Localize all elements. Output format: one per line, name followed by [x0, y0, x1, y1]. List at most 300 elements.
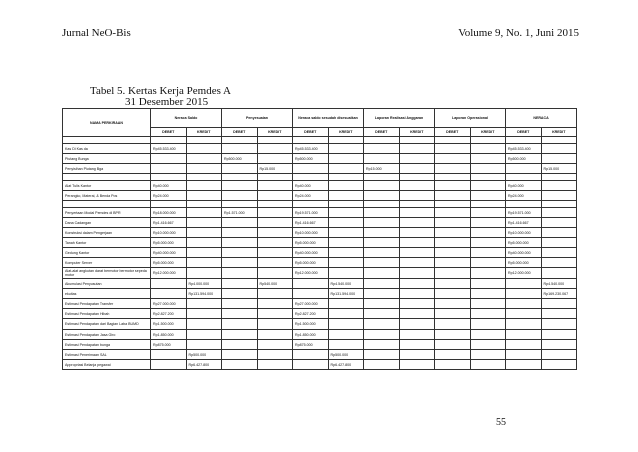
- empty-cell: [470, 201, 506, 208]
- amount-cell: Rp27.000.000: [293, 299, 329, 309]
- amount-cell: [470, 191, 506, 201]
- amount-cell: [328, 181, 364, 191]
- amount-cell: [222, 279, 258, 289]
- amount-cell: [399, 350, 435, 360]
- amount-cell: [328, 299, 364, 309]
- amount-cell: [222, 299, 258, 309]
- amount-cell: [506, 360, 542, 370]
- account-name: Estimasi Pendapatan Transfer: [63, 299, 151, 309]
- table-row: [63, 309, 577, 319]
- amount-cell: [151, 279, 187, 289]
- empty-cell: [186, 174, 222, 181]
- amount-cell: Rp4.540.000: [328, 279, 364, 289]
- amount-cell: [435, 360, 471, 370]
- empty-cell: [470, 174, 506, 181]
- amount-cell: [222, 144, 258, 154]
- table-row: [63, 154, 577, 164]
- amount-cell: [257, 154, 293, 164]
- amount-cell: [186, 319, 222, 330]
- amount-cell: [541, 340, 577, 350]
- empty-cell: [293, 137, 329, 144]
- amount-cell: Rp10.000.000: [506, 228, 542, 238]
- amount-cell: [541, 319, 577, 330]
- spacer-row: [63, 174, 577, 181]
- amount-cell: [435, 248, 471, 258]
- empty-cell: [222, 174, 258, 181]
- account-name: Alat-alat angkutan darat bermotor bermotor sepeda motor: [63, 268, 151, 279]
- amount-cell: [293, 164, 329, 174]
- amount-cell: [541, 299, 577, 309]
- amount-cell: [328, 144, 364, 154]
- amount-cell: [186, 181, 222, 191]
- amount-cell: [257, 289, 293, 299]
- amount-cell: Rp5.000.000: [506, 258, 542, 268]
- amount-cell: [470, 279, 506, 289]
- amount-cell: [435, 181, 471, 191]
- empty-cell: [222, 201, 258, 208]
- amount-cell: [541, 208, 577, 218]
- amount-cell: [364, 144, 400, 154]
- amount-cell: [257, 144, 293, 154]
- amount-cell: [328, 228, 364, 238]
- amount-cell: [470, 350, 506, 360]
- amount-cell: [257, 248, 293, 258]
- amount-cell: [399, 279, 435, 289]
- amount-cell: Rp1.850.000: [151, 330, 187, 340]
- journal-volume: Volume 9, No. 1, Juni 2015: [458, 27, 579, 39]
- amount-cell: Rp131.594.000: [328, 289, 364, 299]
- account-name: Piutang Bunga: [63, 154, 151, 164]
- amount-cell: [364, 268, 400, 279]
- amount-cell: [186, 258, 222, 268]
- amount-cell: [257, 208, 293, 218]
- amount-cell: [186, 248, 222, 258]
- amount-cell: Rp45.533.400: [293, 144, 329, 154]
- empty-cell: [399, 174, 435, 181]
- empty-cell: [364, 137, 400, 144]
- empty-cell: [399, 201, 435, 208]
- amount-cell: Rp500.000: [222, 154, 258, 164]
- amount-cell: Rp5.000.000: [293, 258, 329, 268]
- amount-cell: [364, 360, 400, 370]
- amount-cell: [364, 258, 400, 268]
- account-name: Estimasi Pendapatan Jasa Giro: [63, 330, 151, 340]
- amount-cell: [222, 360, 258, 370]
- subheader-kredit: KREDIT: [257, 128, 293, 137]
- amount-cell: [328, 208, 364, 218]
- account-name: Estimasi Penerimaan SAL: [63, 350, 151, 360]
- amount-cell: [257, 330, 293, 340]
- amount-cell: Rp6.427.800: [186, 360, 222, 370]
- amount-cell: [257, 268, 293, 279]
- table-row: [63, 238, 577, 248]
- empty-cell: [506, 201, 542, 208]
- amount-cell: Rp40.000: [506, 181, 542, 191]
- amount-cell: [222, 258, 258, 268]
- amount-cell: [364, 340, 400, 350]
- amount-cell: [541, 144, 577, 154]
- empty-cell: [63, 201, 151, 208]
- subheader-debet: DEBET: [364, 128, 400, 137]
- amount-cell: Rp45.533.400: [151, 144, 187, 154]
- amount-cell: [328, 248, 364, 258]
- empty-cell: [328, 174, 364, 181]
- amount-cell: [364, 289, 400, 299]
- amount-cell: [222, 164, 258, 174]
- amount-cell: [470, 319, 506, 330]
- amount-cell: Rp40.000.000: [506, 248, 542, 258]
- amount-cell: [399, 268, 435, 279]
- amount-cell: [293, 360, 329, 370]
- amount-cell: [328, 340, 364, 350]
- table-row: [63, 181, 577, 191]
- amount-cell: Rp540.000: [257, 279, 293, 289]
- amount-cell: [506, 340, 542, 350]
- amount-cell: [364, 191, 400, 201]
- empty-cell: [257, 137, 293, 144]
- amount-cell: [222, 289, 258, 299]
- amount-cell: [435, 208, 471, 218]
- amount-cell: Rp12.000.000: [293, 268, 329, 279]
- amount-cell: [435, 238, 471, 248]
- amount-cell: [399, 258, 435, 268]
- table-row: [63, 289, 577, 299]
- amount-cell: [257, 258, 293, 268]
- amount-cell: [541, 309, 577, 319]
- amount-cell: [470, 299, 506, 309]
- empty-cell: [364, 201, 400, 208]
- amount-cell: [506, 350, 542, 360]
- table-row: [63, 208, 577, 218]
- table-caption: [90, 86, 231, 108]
- empty-cell: [470, 137, 506, 144]
- amount-cell: [399, 309, 435, 319]
- empty-cell: [222, 137, 258, 144]
- amount-cell: Rp5.000.000: [151, 258, 187, 268]
- amount-cell: [470, 340, 506, 350]
- amount-cell: [399, 228, 435, 238]
- empty-cell: [293, 201, 329, 208]
- amount-cell: Rp1.500.000: [293, 319, 329, 330]
- table-row: [63, 144, 577, 154]
- amount-cell: [257, 299, 293, 309]
- amount-cell: [470, 144, 506, 154]
- amount-cell: [364, 228, 400, 238]
- amount-cell: [470, 228, 506, 238]
- amount-cell: Rp18.000.000: [151, 208, 187, 218]
- amount-cell: [364, 238, 400, 248]
- empty-cell: [541, 201, 577, 208]
- empty-cell: [63, 174, 151, 181]
- amount-cell: [541, 228, 577, 238]
- amount-cell: [399, 248, 435, 258]
- amount-cell: [470, 218, 506, 228]
- amount-cell: [399, 218, 435, 228]
- empty-cell: [328, 137, 364, 144]
- subheader-debet: DEBET: [151, 128, 187, 137]
- amount-cell: [470, 154, 506, 164]
- amount-cell: [328, 238, 364, 248]
- account-name: Estimasi Pendapatan dari Bagian Laba BUMD: [63, 319, 151, 330]
- amount-cell: Rp10.000.000: [293, 228, 329, 238]
- amount-cell: Rp2.827.200: [151, 309, 187, 319]
- amount-cell: [435, 191, 471, 201]
- amount-cell: Rp5.000.000: [151, 238, 187, 248]
- amount-cell: Rp12.000.000: [506, 268, 542, 279]
- worksheet-table: [62, 108, 577, 370]
- amount-cell: [328, 309, 364, 319]
- table-row: [63, 268, 577, 279]
- amount-cell: [364, 181, 400, 191]
- amount-cell: [506, 330, 542, 340]
- table-row: [63, 360, 577, 370]
- amount-cell: [186, 299, 222, 309]
- spacer-row: [63, 201, 577, 208]
- empty-cell: [435, 174, 471, 181]
- amount-cell: Rp1.571.000: [222, 208, 258, 218]
- amount-cell: [506, 309, 542, 319]
- amount-cell: [541, 154, 577, 164]
- empty-cell: [435, 137, 471, 144]
- amount-cell: [399, 238, 435, 248]
- empty-cell: [364, 174, 400, 181]
- amount-cell: Rp24.000: [293, 191, 329, 201]
- amount-cell: [257, 181, 293, 191]
- empty-cell: [435, 201, 471, 208]
- empty-cell: [293, 174, 329, 181]
- empty-cell: [186, 201, 222, 208]
- amount-cell: Rp19.571.000: [293, 208, 329, 218]
- page-number: 55: [496, 417, 506, 428]
- amount-cell: [435, 164, 471, 174]
- amount-cell: [257, 360, 293, 370]
- table-row: [63, 258, 577, 268]
- amount-cell: [328, 218, 364, 228]
- amount-cell: [541, 191, 577, 201]
- subheader-kredit: KREDIT: [399, 128, 435, 137]
- amount-cell: Rp5.000.000: [293, 238, 329, 248]
- amount-cell: [541, 181, 577, 191]
- table-row: [63, 279, 577, 289]
- empty-cell: [399, 137, 435, 144]
- amount-cell: Rp1.416.667: [293, 218, 329, 228]
- amount-cell: [328, 191, 364, 201]
- empty-cell: [151, 201, 187, 208]
- amount-cell: Rp15.000: [541, 164, 577, 174]
- amount-cell: [399, 154, 435, 164]
- amount-cell: [541, 268, 577, 279]
- amount-cell: [186, 268, 222, 279]
- amount-cell: Rp27.000.000: [151, 299, 187, 309]
- amount-cell: [364, 248, 400, 258]
- amount-cell: [186, 208, 222, 218]
- caption-date: 31 Desember 2015: [125, 96, 209, 108]
- subheader-debet: DEBET: [293, 128, 329, 137]
- amount-cell: [186, 191, 222, 201]
- amount-cell: [399, 191, 435, 201]
- amount-cell: Rp40.000: [293, 181, 329, 191]
- empty-cell: [186, 137, 222, 144]
- amount-cell: [435, 289, 471, 299]
- amount-cell: [151, 360, 187, 370]
- amount-cell: [399, 360, 435, 370]
- amount-cell: [541, 238, 577, 248]
- subheader-kredit: KREDIT: [328, 128, 364, 137]
- amount-cell: [186, 144, 222, 154]
- empty-cell: [328, 201, 364, 208]
- table-row: [63, 248, 577, 258]
- amount-cell: [541, 258, 577, 268]
- amount-cell: [222, 268, 258, 279]
- amount-cell: [186, 330, 222, 340]
- amount-cell: [435, 330, 471, 340]
- amount-cell: Rp15.000: [257, 164, 293, 174]
- table-row: [63, 340, 577, 350]
- subheader-debet: DEBET: [506, 128, 542, 137]
- amount-cell: [186, 238, 222, 248]
- amount-cell: [328, 164, 364, 174]
- amount-cell: [328, 154, 364, 164]
- amount-cell: [435, 228, 471, 238]
- amount-cell: [435, 319, 471, 330]
- amount-cell: [364, 309, 400, 319]
- subheader-kredit: KREDIT: [541, 128, 577, 137]
- amount-cell: [257, 350, 293, 360]
- amount-cell: Rp4.540.000: [541, 279, 577, 289]
- account-name: Perangko, Materai, & Benda Pos: [63, 191, 151, 201]
- account-name: Komputer Server: [63, 258, 151, 268]
- subheader-kredit: KREDIT: [186, 128, 222, 137]
- amount-cell: [435, 340, 471, 350]
- amount-cell: Rp2.827.200: [293, 309, 329, 319]
- amount-cell: [293, 350, 329, 360]
- empty-cell: [63, 137, 151, 144]
- amount-cell: [364, 319, 400, 330]
- amount-cell: [257, 228, 293, 238]
- amount-cell: [399, 144, 435, 154]
- amount-cell: [399, 299, 435, 309]
- empty-cell: [541, 137, 577, 144]
- amount-cell: [399, 208, 435, 218]
- account-name: Appropriasi Belanja pegawai: [63, 360, 151, 370]
- amount-cell: Rp19.571.000: [506, 208, 542, 218]
- group-header: Laporan Operasional: [435, 109, 506, 128]
- amount-cell: Rp131.594.000: [186, 289, 222, 299]
- amount-cell: [506, 289, 542, 299]
- amount-cell: [470, 238, 506, 248]
- amount-cell: [435, 279, 471, 289]
- empty-cell: [506, 137, 542, 144]
- amount-cell: [470, 164, 506, 174]
- amount-cell: [541, 248, 577, 258]
- spacer-row: [63, 137, 577, 144]
- amount-cell: [186, 228, 222, 238]
- amount-cell: [435, 144, 471, 154]
- amount-cell: [399, 289, 435, 299]
- journal-name: Jurnal NeO-Bis: [62, 27, 131, 39]
- amount-cell: Rp500.000: [186, 350, 222, 360]
- account-name: Dana Cadangan: [63, 218, 151, 228]
- amount-cell: [222, 319, 258, 330]
- amount-cell: [222, 181, 258, 191]
- amount-cell: [506, 299, 542, 309]
- amount-cell: [435, 258, 471, 268]
- amount-cell: Rp6.427.800: [328, 360, 364, 370]
- group-header: Neraca saldo sesudah disesuaikan: [293, 109, 364, 128]
- account-name: Kas Di Kas da: [63, 144, 151, 154]
- caption-title: Tabel 5. Kertas Kerja Pemdes A: [90, 85, 231, 97]
- amount-cell: [541, 350, 577, 360]
- amount-cell: [186, 154, 222, 164]
- amount-cell: [364, 218, 400, 228]
- amount-cell: Rp5.000.000: [506, 238, 542, 248]
- empty-cell: [151, 137, 187, 144]
- amount-cell: [364, 208, 400, 218]
- amount-cell: [257, 191, 293, 201]
- account-name: Akumulasi Penyusutan: [63, 279, 151, 289]
- amount-cell: [328, 319, 364, 330]
- amount-cell: [399, 330, 435, 340]
- amount-cell: Rp45.533.400: [506, 144, 542, 154]
- table-row: [63, 299, 577, 309]
- amount-cell: Rp875.000: [293, 340, 329, 350]
- group-header: Penyesuaian: [222, 109, 293, 128]
- amount-cell: [328, 268, 364, 279]
- amount-cell: [506, 164, 542, 174]
- amount-cell: [328, 258, 364, 268]
- amount-cell: [470, 181, 506, 191]
- table-row: [63, 330, 577, 340]
- amount-cell: [257, 218, 293, 228]
- table-row: [63, 319, 577, 330]
- amount-cell: [186, 340, 222, 350]
- amount-cell: [470, 330, 506, 340]
- amount-cell: [399, 181, 435, 191]
- amount-cell: Rp875.000: [151, 340, 187, 350]
- amount-cell: [222, 309, 258, 319]
- amount-cell: [257, 340, 293, 350]
- amount-cell: Rp24.000: [506, 191, 542, 201]
- amount-cell: [364, 299, 400, 309]
- amount-cell: Rp4.000.000: [186, 279, 222, 289]
- table-row: [63, 218, 577, 228]
- table-row: [63, 164, 577, 174]
- amount-cell: Rp500.000: [293, 154, 329, 164]
- amount-cell: [506, 319, 542, 330]
- amount-cell: [435, 268, 471, 279]
- amount-cell: [257, 238, 293, 248]
- amount-cell: [222, 350, 258, 360]
- amount-cell: [186, 164, 222, 174]
- amount-cell: [151, 154, 187, 164]
- amount-cell: [541, 360, 577, 370]
- amount-cell: [364, 154, 400, 164]
- amount-cell: [470, 289, 506, 299]
- group-header: NERACA: [506, 109, 577, 128]
- amount-cell: [293, 289, 329, 299]
- amount-cell: [257, 309, 293, 319]
- amount-cell: [151, 164, 187, 174]
- amount-cell: Rp500.000: [328, 350, 364, 360]
- amount-cell: Rp24.000: [151, 191, 187, 201]
- amount-cell: [222, 228, 258, 238]
- amount-cell: [470, 258, 506, 268]
- group-header: Neraca Saldo: [151, 109, 222, 128]
- subheader-kredit: KREDIT: [470, 128, 506, 137]
- account-name: Penyisihan Piutang Bga: [63, 164, 151, 174]
- amount-cell: [222, 330, 258, 340]
- amount-cell: [470, 208, 506, 218]
